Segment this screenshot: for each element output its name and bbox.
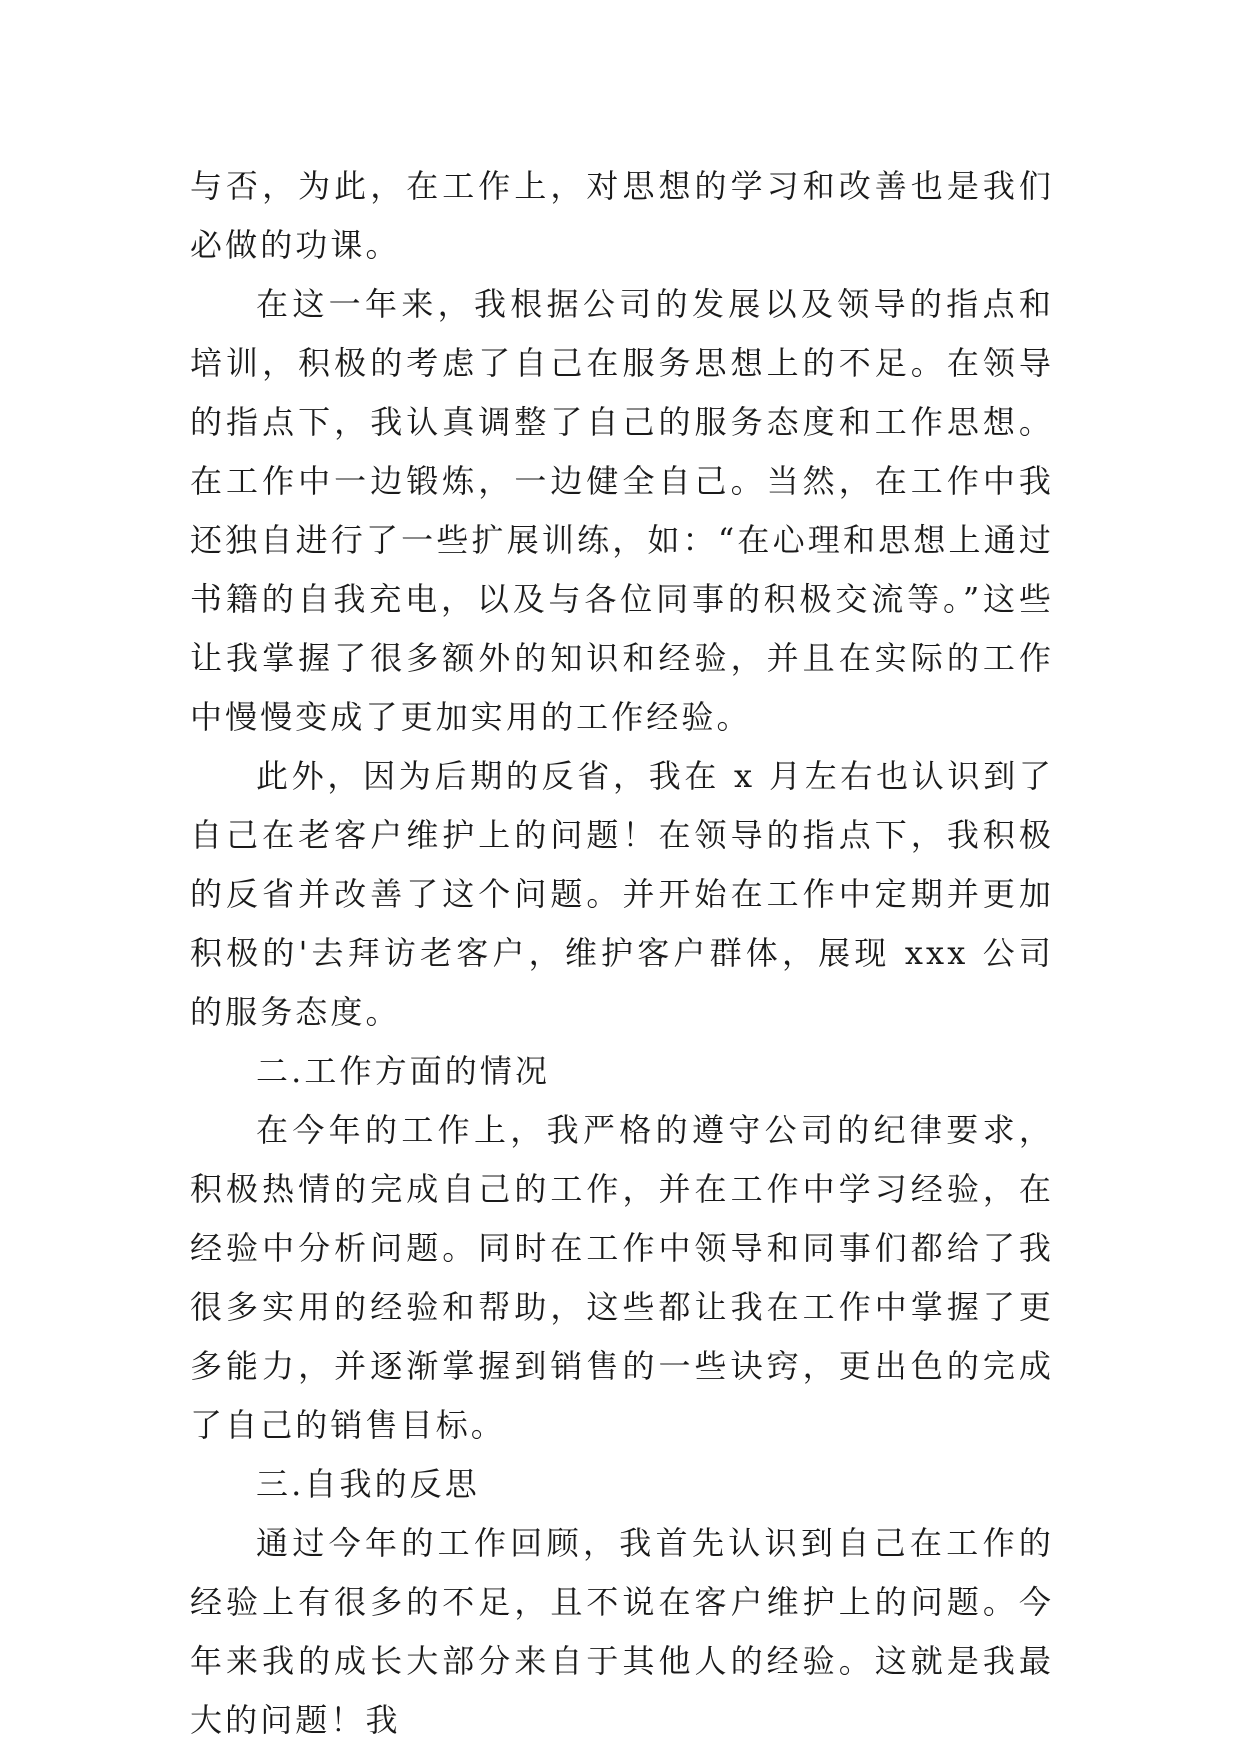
paragraph-reflection: 通过今年的工作回顾，我首先认识到自己在工作的经验上有很多的不足，且不说在客户维护上的问题。今年来我的成长大部分来自于其他人的经验。这就是我最大的问题！我 [190, 1524, 1054, 1739]
paragraph-work-situation: 在今年的工作上，我严格的遵守公司的纪律要求，积极热情的完成自己的工作，并在工作中学习经验，在经验中分析问题。同时在工作中领导和同事们都给了我很多实用的经验和帮助，这些都让我在工作中掌握了更多能力，并逐渐掌握到销售的一些诀窍，更出色的完成了自己的销售目标。 [190, 1111, 1054, 1444]
paragraph-customer-maintenance: 此外，因为后期的反省，我在 x 月左右也认识到了自己在老客户维护上的问题！在领导的指点下，我积极的反省并改善了这个问题。并开始在工作中定期并更加积极的'去拜访老客户，维护客户群体，展现 xxx 公司的服务态度。 [190, 757, 1054, 1031]
section-heading-reflection: 三.自我的反思 [256, 1465, 480, 1503]
document-body [190, 157, 1054, 1750]
paragraph-continuation: 与否，为此，在工作上，对思想的学习和改善也是我们必做的功课。 [190, 167, 1054, 264]
paragraph-service-thinking: 在这一年来，我根据公司的发展以及领导的指点和培训，积极的考虑了自己在服务思想上的不足。在领导的指点下，我认真调整了自己的服务态度和工作思想。在工作中一边锻炼，一边健全自己。当然，在工作中我还独自进行了一些扩展训练，如：“在心理和思想上通过书籍的自我充电，以及与各位同事的积极交流等。”这些让我掌握了很多额外的知识和经验，并且在实际的工作中慢慢变成了更加实用的工作经验。 [190, 285, 1054, 736]
section-heading-work: 二.工作方面的情况 [256, 1052, 551, 1090]
